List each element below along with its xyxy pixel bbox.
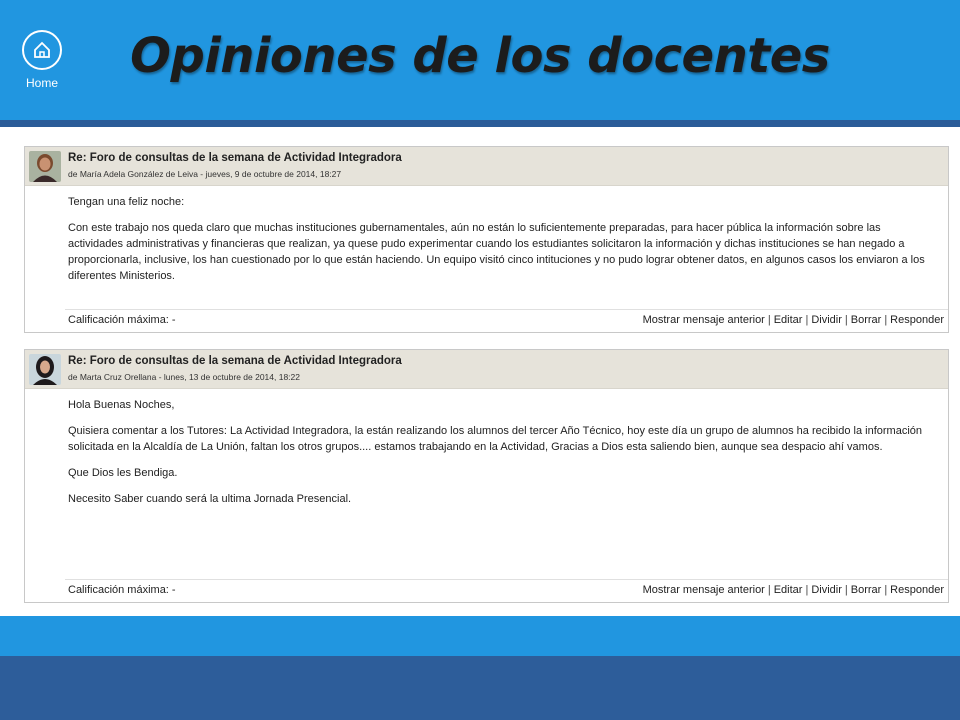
reply-link[interactable]: Responder	[890, 584, 944, 596]
post-paragraph: Necesito Saber cuando será la ultima Jornada Presencial.	[68, 493, 352, 505]
post-paragraph: Quisiera comentar a los Tutores: La Actividad Integradora, la están realizando los alumnos del tercer Año Técnico, hoy este día un grupo de alumnos ha recibido la información solicitada en la Alcaldía de La Unión, faltan los otros grupos.... estamos trabajando en la Actividad, Gracias a Dios esta saliendo bien, aunque sea despacio ahí vamos.	[68, 425, 923, 453]
post-paragraph: Con este trabajo nos queda claro que muchas instituciones gubernamentales, aún no están lo suficientemente preparadas, para hacer pública la información sobre las actividades administrativas y financieras que realizan, ya quese pudo experimentar cuando los estudiantes solicitaron la información y dichas instituciones se han negado a proporcionarla, inclusive, los han cuestionado por lo que están haciendo. Un equipo visitó cinco intituciones y no pudo lograr obtener datos, en algunos casos los enviaron a los diferentes Ministerios.	[68, 222, 925, 282]
split-link[interactable]: Dividir	[811, 584, 842, 596]
split-link[interactable]: Dividir	[811, 314, 842, 326]
separator: |	[805, 314, 809, 326]
delete-link[interactable]: Borrar	[850, 314, 882, 326]
avatar[interactable]	[29, 151, 61, 182]
home-label: Home	[25, 76, 58, 90]
page-title: Opiniones de los docentes	[130, 28, 830, 84]
separator: |	[884, 584, 888, 596]
post-author: de María Adela González de Leiva - jueves, 9 de octubre de 2014, 18:27	[68, 169, 342, 179]
post-body	[25, 186, 948, 284]
post-header	[25, 350, 948, 389]
post-body	[25, 389, 948, 507]
footer-bottom	[0, 656, 960, 720]
forum-post	[24, 349, 949, 603]
avatar[interactable]	[29, 354, 61, 385]
post-paragraph: Hola Buenas Noches,	[68, 399, 175, 411]
post-header	[25, 147, 948, 186]
separator: |	[767, 584, 771, 596]
post-actions	[643, 584, 944, 596]
post-subject[interactable]: Re: Foro de consultas de la semana de Actividad Integradora	[68, 152, 402, 164]
show-previous-link[interactable]: Mostrar mensaje anterior	[642, 314, 765, 326]
grade-label: Calificación máxima: -	[68, 314, 176, 326]
show-previous-link[interactable]: Mostrar mensaje anterior	[642, 584, 765, 596]
post-actions	[643, 314, 944, 326]
separator: |	[844, 584, 848, 596]
post-author: de Marta Cruz Orellana - lunes, 13 de octubre de 2014, 18:22	[68, 372, 301, 382]
separator: |	[884, 314, 888, 326]
delete-link[interactable]: Borrar	[850, 584, 882, 596]
edit-link[interactable]: Editar	[773, 314, 803, 326]
separator: |	[844, 314, 848, 326]
post-paragraph: Que Dios les Bendiga.	[68, 467, 178, 479]
footer-band	[0, 616, 960, 656]
header-stripe	[0, 120, 960, 127]
post-subject[interactable]: Re: Foro de consultas de la semana de Actividad Integradora	[68, 355, 402, 367]
separator: |	[767, 314, 771, 326]
post-footer	[65, 579, 948, 602]
grade-label: Calificación máxima: -	[68, 584, 176, 596]
reply-link[interactable]: Responder	[890, 314, 944, 326]
separator: |	[805, 584, 809, 596]
post-footer	[65, 309, 948, 332]
edit-link[interactable]: Editar	[773, 584, 803, 596]
post-paragraph: Tengan una feliz noche:	[68, 196, 185, 208]
forum-post	[24, 146, 949, 333]
